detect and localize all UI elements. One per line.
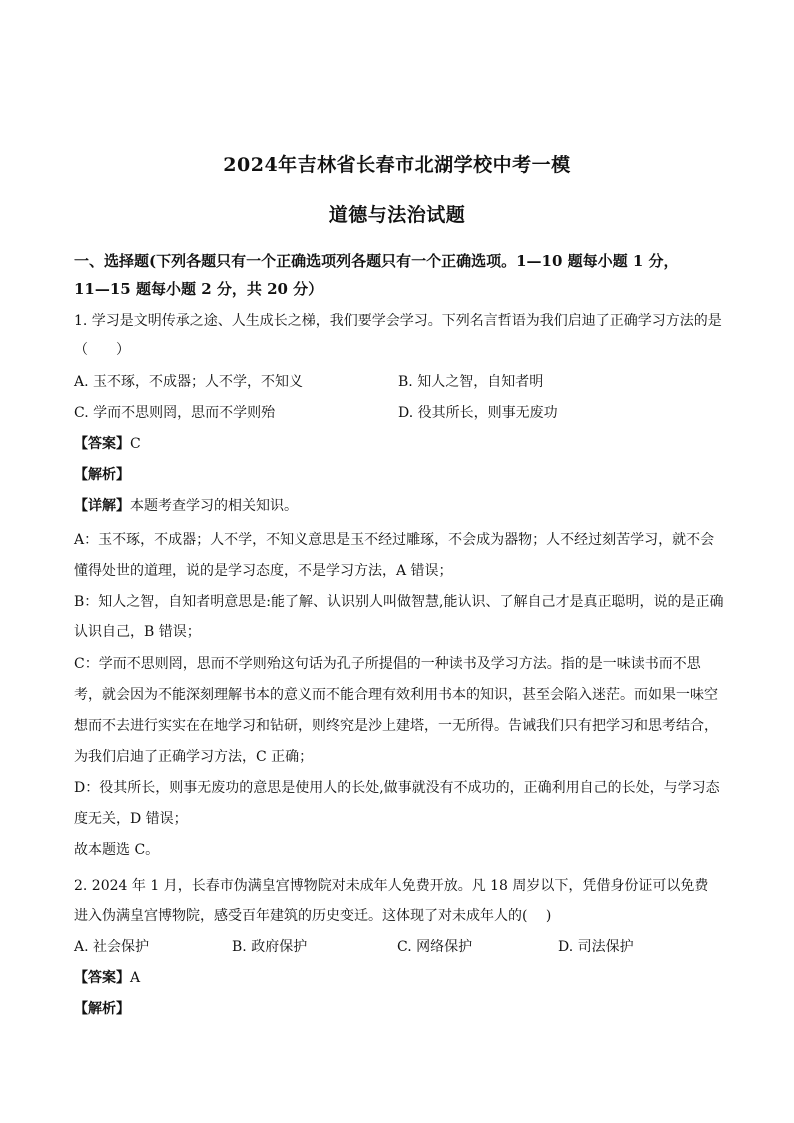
q1-answer [74,434,141,454]
exam-title: 2024年吉林省长春市北湖学校中考一模 [223,154,571,176]
answer-tag: 【答案】 [74,436,130,452]
q2-stem-line2: 进入伪满皇宫博物院，感受百年建筑的历史变迁。这体现了对未成年人的( ) [74,908,552,924]
q1-explain-c-line4: 为我们启迪了正确学习方法，C 正确； [74,749,314,765]
q1-explain-d-line2: 度无关，D 错误； [74,811,188,827]
detail-text: 本题考查学习的相关知识。 [130,498,298,514]
q1-explain-b-line1: B：知人之智，自知者明意思是:能了解、认识别人叫做智慧,能认识、了解自己才是真正聪明，说的是正确 [74,594,724,610]
q1-analysis-tag: 【解析】 [74,467,130,483]
q2-option-d: D. 司法保护 [558,939,634,955]
q1-explain-c-line1: C：学而不思则罔，思而不学则殆这句话为孔子所提倡的一种读书及学习方法。指的是一味读书而不思 [74,656,701,672]
answer-value: C [130,436,141,452]
q2-option-a: A. 社会保护 [74,939,150,955]
q2-stem-line1: 2. 2024 年 1 月，长春市伪满皇宫博物院对未成年人免费开放。凡 18 周岁以下，凭借身份证可以免费 [74,878,709,894]
q1-stem-line1: 1. 学习是文明传承之途、人生成长之梯，我们要学会学习。下列名言哲语为我们启迪了正确学习方法的是 [74,313,722,329]
q1-option-d: D. 役其所长，则事无废功 [398,405,558,421]
q1-explain-c-line3: 想而不去进行实实在在地学习和钻研，则终究是沙上建塔，一无所得。告诫我们只有把学习和思考结合， [74,718,718,734]
q1-explain-c-line2: 考，就会因为不能深刻理解书本的意义而不能合理有效利用书本的知识，甚至会陷入迷茫。而如果一味空 [74,687,718,703]
q1-stem-line2: （ ） [74,342,130,358]
q2-option-b: B. 政府保护 [232,939,308,955]
q1-option-c: C. 学而不思则罔，思而不学则殆 [74,405,276,421]
q1-explain-b-line2: 认识自己，B 错误； [74,624,201,640]
q1-explain-a-line2: 懂得处世的道理，说的是学习态度，不是学习方法，A 错误； [74,563,453,579]
q1-detail [74,496,298,516]
q1-option-a: A. 玉不琢，不成器；人不学，不知义 [74,374,304,390]
answer-value: A [130,970,141,986]
q1-explain-a-line1: A：玉不琢，不成器；人不学，不知义意思是玉不经过雕琢，不会成为器物；人不经过刻苦学习，就不会 [74,532,715,548]
detail-tag: 【详解】 [74,498,130,514]
q2-answer [74,968,140,988]
exam-subject: 道德与法治试题 [328,204,466,226]
q1-option-b: B. 知人之智，自知者明 [398,374,544,390]
q2-option-c: C. 网络保护 [397,939,473,955]
q1-conclusion: 故本题选 C。 [74,842,160,858]
q2-analysis-tag: 【解析】 [74,1001,130,1017]
section-heading-line1: 一、选择题(下列各题只有一个正确选项列各题只有一个正确选项。1—10 题每小题 1 分， [74,252,679,270]
q1-explain-d-line1: D：役其所长，则事无废功的意思是使用人的长处,做事就没有不成功的，正确利用自己的长处，与学习态 [74,780,720,796]
section-heading-line2: 11—15 题每小题 2 分，共 20 分） [74,280,324,298]
answer-tag: 【答案】 [74,970,130,986]
